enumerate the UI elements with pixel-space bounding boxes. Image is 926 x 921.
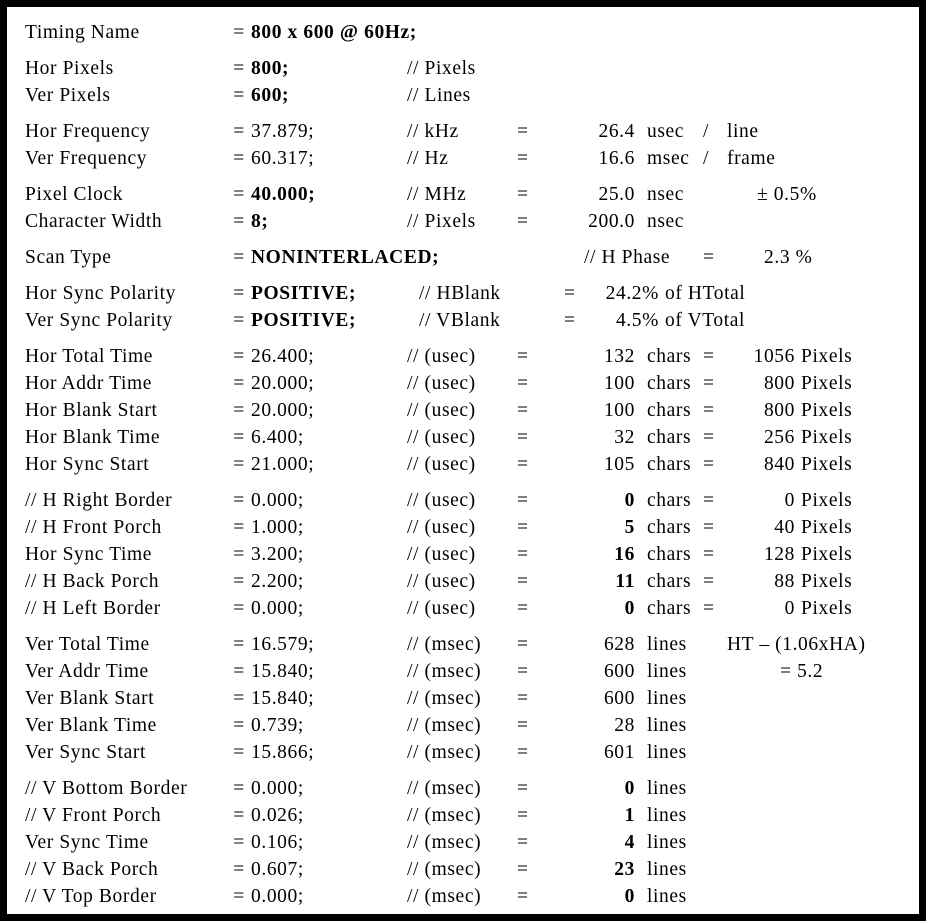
timing-row (25, 280, 919, 307)
param-value: 0.000; (251, 490, 304, 511)
pixel-unit: Pixels (801, 427, 853, 448)
line-count: 28 (614, 715, 635, 736)
equals-sign: = (703, 373, 715, 394)
pixel-count: 800 (763, 400, 795, 421)
equals-sign: = (517, 742, 529, 763)
equals-sign: = (233, 283, 245, 304)
char-count: 132 (603, 346, 635, 367)
pixel-unit: Pixels (801, 490, 853, 511)
derived-value: 200.0 (588, 211, 635, 232)
equals-sign: = (517, 778, 529, 799)
param-label: // V Bottom Border (25, 778, 188, 799)
param-label: Ver Frequency (25, 148, 148, 169)
param-label: Character Width (25, 211, 163, 232)
unit-comment: // (usec) (407, 373, 476, 394)
timing-row (25, 145, 919, 172)
equals-sign: = (233, 22, 245, 43)
h-phase-value: 2.3 % (764, 247, 813, 268)
param-label: Ver Sync Time (25, 832, 149, 853)
equals-sign: = (233, 58, 245, 79)
pixel-unit: Pixels (801, 571, 853, 592)
equals-sign: = (233, 400, 245, 421)
pixel-count: 88 (774, 571, 795, 592)
slash-sign: / (703, 121, 710, 142)
derived-unit: nsec (647, 184, 685, 205)
param-label: Ver Sync Start (25, 742, 147, 763)
equals-sign: = (233, 121, 245, 142)
timing-row (25, 82, 919, 109)
param-value: 3.200; (251, 544, 304, 565)
char-unit: chars (647, 427, 692, 448)
equals-sign: = (233, 598, 245, 619)
param-label: Pixel Clock (25, 184, 124, 205)
param-value: 800; (251, 58, 290, 79)
equals-sign: = (703, 598, 715, 619)
char-unit: chars (647, 454, 692, 475)
equals-sign: = (233, 886, 245, 907)
timing-row (25, 829, 919, 856)
pixel-count: 1056 (753, 346, 795, 367)
param-label: // V Back Porch (25, 859, 159, 880)
equals-sign: = (517, 454, 529, 475)
param-label: Ver Blank Time (25, 715, 157, 736)
line-unit: lines (647, 859, 687, 880)
pixel-count: 840 (763, 454, 795, 475)
timing-row (25, 397, 919, 424)
line-unit: lines (647, 715, 687, 736)
line-unit: lines (647, 832, 687, 853)
timing-row (25, 244, 919, 271)
line-count: 0 (624, 778, 635, 799)
param-value: NONINTERLACED; (251, 247, 440, 268)
timing-row (25, 541, 919, 568)
tolerance-value: ± 0.5% (757, 184, 817, 205)
param-value: 0.739; (251, 715, 304, 736)
unit-comment: // (msec) (407, 634, 482, 655)
pixel-count: 128 (763, 544, 795, 565)
timing-row (25, 739, 919, 766)
timing-row (25, 595, 919, 622)
unit-comment: // (msec) (407, 832, 482, 853)
equals-sign: = (703, 247, 715, 268)
equals-sign: = (703, 571, 715, 592)
equals-sign: = (233, 859, 245, 880)
timing-row (25, 568, 919, 595)
param-value: 0.000; (251, 778, 304, 799)
equals-sign: = (233, 310, 245, 331)
param-label: Timing Name (25, 22, 140, 43)
unit-comment: // (usec) (407, 517, 476, 538)
equals-sign: = (703, 427, 715, 448)
timing-row (25, 181, 919, 208)
derived-unit: nsec (647, 211, 685, 232)
unit-comment: // (usec) (407, 427, 476, 448)
line-unit: lines (647, 886, 687, 907)
param-value: 1.000; (251, 517, 304, 538)
line-unit: lines (647, 688, 687, 709)
pixel-count: 0 (784, 490, 795, 511)
char-unit: chars (647, 598, 692, 619)
param-label: Hor Sync Time (25, 544, 152, 565)
line-count: 601 (603, 742, 635, 763)
unit-comment: // kHz (407, 121, 459, 142)
unit-comment: // (msec) (407, 688, 482, 709)
pixel-unit: Pixels (801, 346, 853, 367)
param-value: 37.879; (251, 121, 315, 142)
timing-row (25, 343, 919, 370)
equals-sign: = (703, 544, 715, 565)
equals-sign: = (517, 886, 529, 907)
timing-row (25, 883, 919, 910)
char-unit: chars (647, 571, 692, 592)
char-count: 32 (614, 427, 635, 448)
param-value: 600; (251, 85, 290, 106)
equals-sign: = (233, 211, 245, 232)
equals-sign: = (517, 400, 529, 421)
equals-sign: = (233, 805, 245, 826)
param-label: Ver Blank Start (25, 688, 155, 709)
equals-sign: = (517, 661, 529, 682)
equals-sign: = (564, 310, 576, 331)
equals-sign: = (517, 832, 529, 853)
unit-comment: // MHz (407, 184, 467, 205)
param-value: 15.840; (251, 688, 315, 709)
equals-sign: = (517, 427, 529, 448)
char-unit: chars (647, 346, 692, 367)
param-label: Hor Addr Time (25, 373, 152, 394)
equals-sign: = (517, 805, 529, 826)
unit-comment: // (usec) (407, 544, 476, 565)
derived-value: 16.6 (598, 148, 635, 169)
equals-sign: = (517, 688, 529, 709)
line-count: 1 (624, 805, 635, 826)
param-value: 15.866; (251, 742, 315, 763)
param-label: Hor Blank Time (25, 427, 161, 448)
param-value: 20.000; (251, 400, 315, 421)
pixel-unit: Pixels (801, 544, 853, 565)
equals-sign: = (233, 427, 245, 448)
param-value: 800 x 600 @ 60Hz; (251, 22, 417, 43)
equals-sign: = (233, 571, 245, 592)
pixel-unit: Pixels (801, 454, 853, 475)
timing-row (25, 451, 919, 478)
equals-sign: = (233, 454, 245, 475)
timing-row (25, 802, 919, 829)
h-phase-comment: // H Phase (584, 247, 671, 268)
param-value: 16.579; (251, 634, 315, 655)
derived-unit: msec (647, 148, 690, 169)
equals-sign: = (703, 490, 715, 511)
unit-comment: // (usec) (407, 598, 476, 619)
timing-row (25, 658, 919, 685)
equals-sign: = (233, 346, 245, 367)
pixel-unit: Pixels (801, 517, 853, 538)
param-label: // H Right Border (25, 490, 173, 511)
char-unit: chars (647, 490, 692, 511)
equals-sign: = (233, 778, 245, 799)
unit-comment: // (usec) (407, 400, 476, 421)
param-label: Ver Addr Time (25, 661, 149, 682)
timing-row (25, 55, 919, 82)
unit-comment: // (usec) (407, 346, 476, 367)
blank-percent: 24.2% (605, 283, 659, 304)
param-value: POSITIVE; (251, 310, 357, 331)
param-label: // V Top Border (25, 886, 157, 907)
param-value: 0.000; (251, 598, 304, 619)
line-count: 0 (624, 886, 635, 907)
equals-sign: = (233, 661, 245, 682)
param-value: 6.400; (251, 427, 304, 448)
timing-row (25, 514, 919, 541)
unit-comment: // Pixels (407, 211, 476, 232)
param-label: Hor Sync Start (25, 454, 150, 475)
timing-row (25, 775, 919, 802)
param-value: 0.607; (251, 859, 304, 880)
equals-sign: = (233, 490, 245, 511)
timing-row (25, 307, 919, 334)
unit-comment: // Lines (407, 85, 471, 106)
equals-sign: = (517, 571, 529, 592)
timing-row (25, 19, 919, 46)
line-count: 628 (603, 634, 635, 655)
line-count: 23 (614, 859, 635, 880)
timing-row (25, 370, 919, 397)
char-count: 5 (624, 517, 635, 538)
char-unit: chars (647, 400, 692, 421)
unit-comment: // (msec) (407, 742, 482, 763)
pixel-count: 800 (763, 373, 795, 394)
param-label: Hor Total Time (25, 346, 154, 367)
equals-sign: = (233, 247, 245, 268)
line-unit: lines (647, 778, 687, 799)
equals-sign: = (233, 184, 245, 205)
per-unit: line (727, 121, 759, 142)
pixel-count: 256 (763, 427, 795, 448)
param-label: Hor Pixels (25, 58, 114, 79)
equals-sign: = (233, 373, 245, 394)
percent-of-label: of VTotal (665, 310, 746, 331)
param-value: 20.000; (251, 373, 315, 394)
param-value: 0.106; (251, 832, 304, 853)
equals-sign: = (564, 283, 576, 304)
equals-sign: = (517, 346, 529, 367)
blank-comment: // HBlank (419, 283, 501, 304)
param-label: Ver Sync Polarity (25, 310, 173, 331)
param-label: // V Front Porch (25, 805, 162, 826)
param-label: Hor Frequency (25, 121, 151, 142)
param-label: Ver Total Time (25, 634, 150, 655)
char-count: 16 (614, 544, 635, 565)
param-value: POSITIVE; (251, 283, 357, 304)
param-value: 0.000; (251, 886, 304, 907)
equals-sign: = (703, 454, 715, 475)
param-label: Ver Pixels (25, 85, 111, 106)
timing-row (25, 424, 919, 451)
blank-percent: 4.5% (615, 310, 659, 331)
unit-comment: // Pixels (407, 58, 476, 79)
equals-sign: = (703, 346, 715, 367)
char-count: 11 (615, 571, 635, 592)
line-count: 600 (603, 661, 635, 682)
equals-sign: = (233, 85, 245, 106)
slash-sign: / (703, 148, 710, 169)
timing-row (25, 685, 919, 712)
derived-unit: usec (647, 121, 685, 142)
equals-sign: = (517, 634, 529, 655)
char-count: 100 (603, 373, 635, 394)
equals-sign: = (233, 742, 245, 763)
pixel-unit: Pixels (801, 373, 853, 394)
equals-sign: = (517, 859, 529, 880)
timing-row (25, 208, 919, 235)
equals-sign: = (517, 517, 529, 538)
equals-sign: = (703, 400, 715, 421)
line-unit: lines (647, 742, 687, 763)
char-unit: chars (647, 517, 692, 538)
param-value: 8; (251, 211, 269, 232)
formula-result: = 5.2 (780, 661, 824, 682)
param-label: Scan Type (25, 247, 112, 268)
timing-row (25, 856, 919, 883)
pixel-count: 40 (774, 517, 795, 538)
equals-sign: = (517, 211, 529, 232)
equals-sign: = (517, 184, 529, 205)
equals-sign: = (233, 715, 245, 736)
timing-row (25, 712, 919, 739)
equals-sign: = (517, 598, 529, 619)
param-label: // H Front Porch (25, 517, 162, 538)
timing-row (25, 631, 919, 658)
equals-sign: = (233, 148, 245, 169)
line-count: 4 (624, 832, 635, 853)
line-count: 600 (603, 688, 635, 709)
line-unit: lines (647, 634, 687, 655)
param-value: 15.840; (251, 661, 315, 682)
equals-sign: = (517, 121, 529, 142)
char-count: 0 (624, 490, 635, 511)
equals-sign: = (233, 832, 245, 853)
equals-sign: = (517, 148, 529, 169)
param-value: 21.000; (251, 454, 315, 475)
timing-row (25, 487, 919, 514)
percent-of-label: of HTotal (665, 283, 746, 304)
param-label: // H Left Border (25, 598, 161, 619)
derived-value: 25.0 (598, 184, 635, 205)
equals-sign: = (517, 715, 529, 736)
unit-comment: // Hz (407, 148, 449, 169)
unit-comment: // (msec) (407, 805, 482, 826)
param-value: 40.000; (251, 184, 316, 205)
param-value: 2.200; (251, 571, 304, 592)
param-label: // H Back Porch (25, 571, 160, 592)
char-count: 105 (603, 454, 635, 475)
param-label: Hor Sync Polarity (25, 283, 177, 304)
unit-comment: // (usec) (407, 490, 476, 511)
equals-sign: = (233, 634, 245, 655)
line-unit: lines (647, 661, 687, 682)
equals-sign: = (517, 490, 529, 511)
equals-sign: = (233, 517, 245, 538)
equals-sign: = (233, 544, 245, 565)
per-unit: frame (727, 148, 776, 169)
char-count: 0 (624, 598, 635, 619)
unit-comment: // (msec) (407, 661, 482, 682)
pixel-unit: Pixels (801, 598, 853, 619)
derived-value: 26.4 (598, 121, 635, 142)
char-unit: chars (647, 373, 692, 394)
unit-comment: // (msec) (407, 886, 482, 907)
unit-comment: // (usec) (407, 454, 476, 475)
pixel-unit: Pixels (801, 400, 853, 421)
unit-comment: // (msec) (407, 715, 482, 736)
unit-comment: // (msec) (407, 778, 482, 799)
equals-sign: = (703, 517, 715, 538)
char-count: 100 (603, 400, 635, 421)
param-value: 60.317; (251, 148, 315, 169)
equals-sign: = (517, 544, 529, 565)
unit-comment: // (usec) (407, 571, 476, 592)
unit-comment: // (msec) (407, 859, 482, 880)
param-value: 26.400; (251, 346, 315, 367)
equals-sign: = (233, 688, 245, 709)
formula-note: HT – (1.06xHA) (727, 634, 866, 655)
blank-comment: // VBlank (419, 310, 501, 331)
line-unit: lines (647, 805, 687, 826)
param-label: Hor Blank Start (25, 400, 158, 421)
equals-sign: = (517, 373, 529, 394)
pixel-count: 0 (784, 598, 795, 619)
timing-row (25, 118, 919, 145)
param-value: 0.026; (251, 805, 304, 826)
char-unit: chars (647, 544, 692, 565)
